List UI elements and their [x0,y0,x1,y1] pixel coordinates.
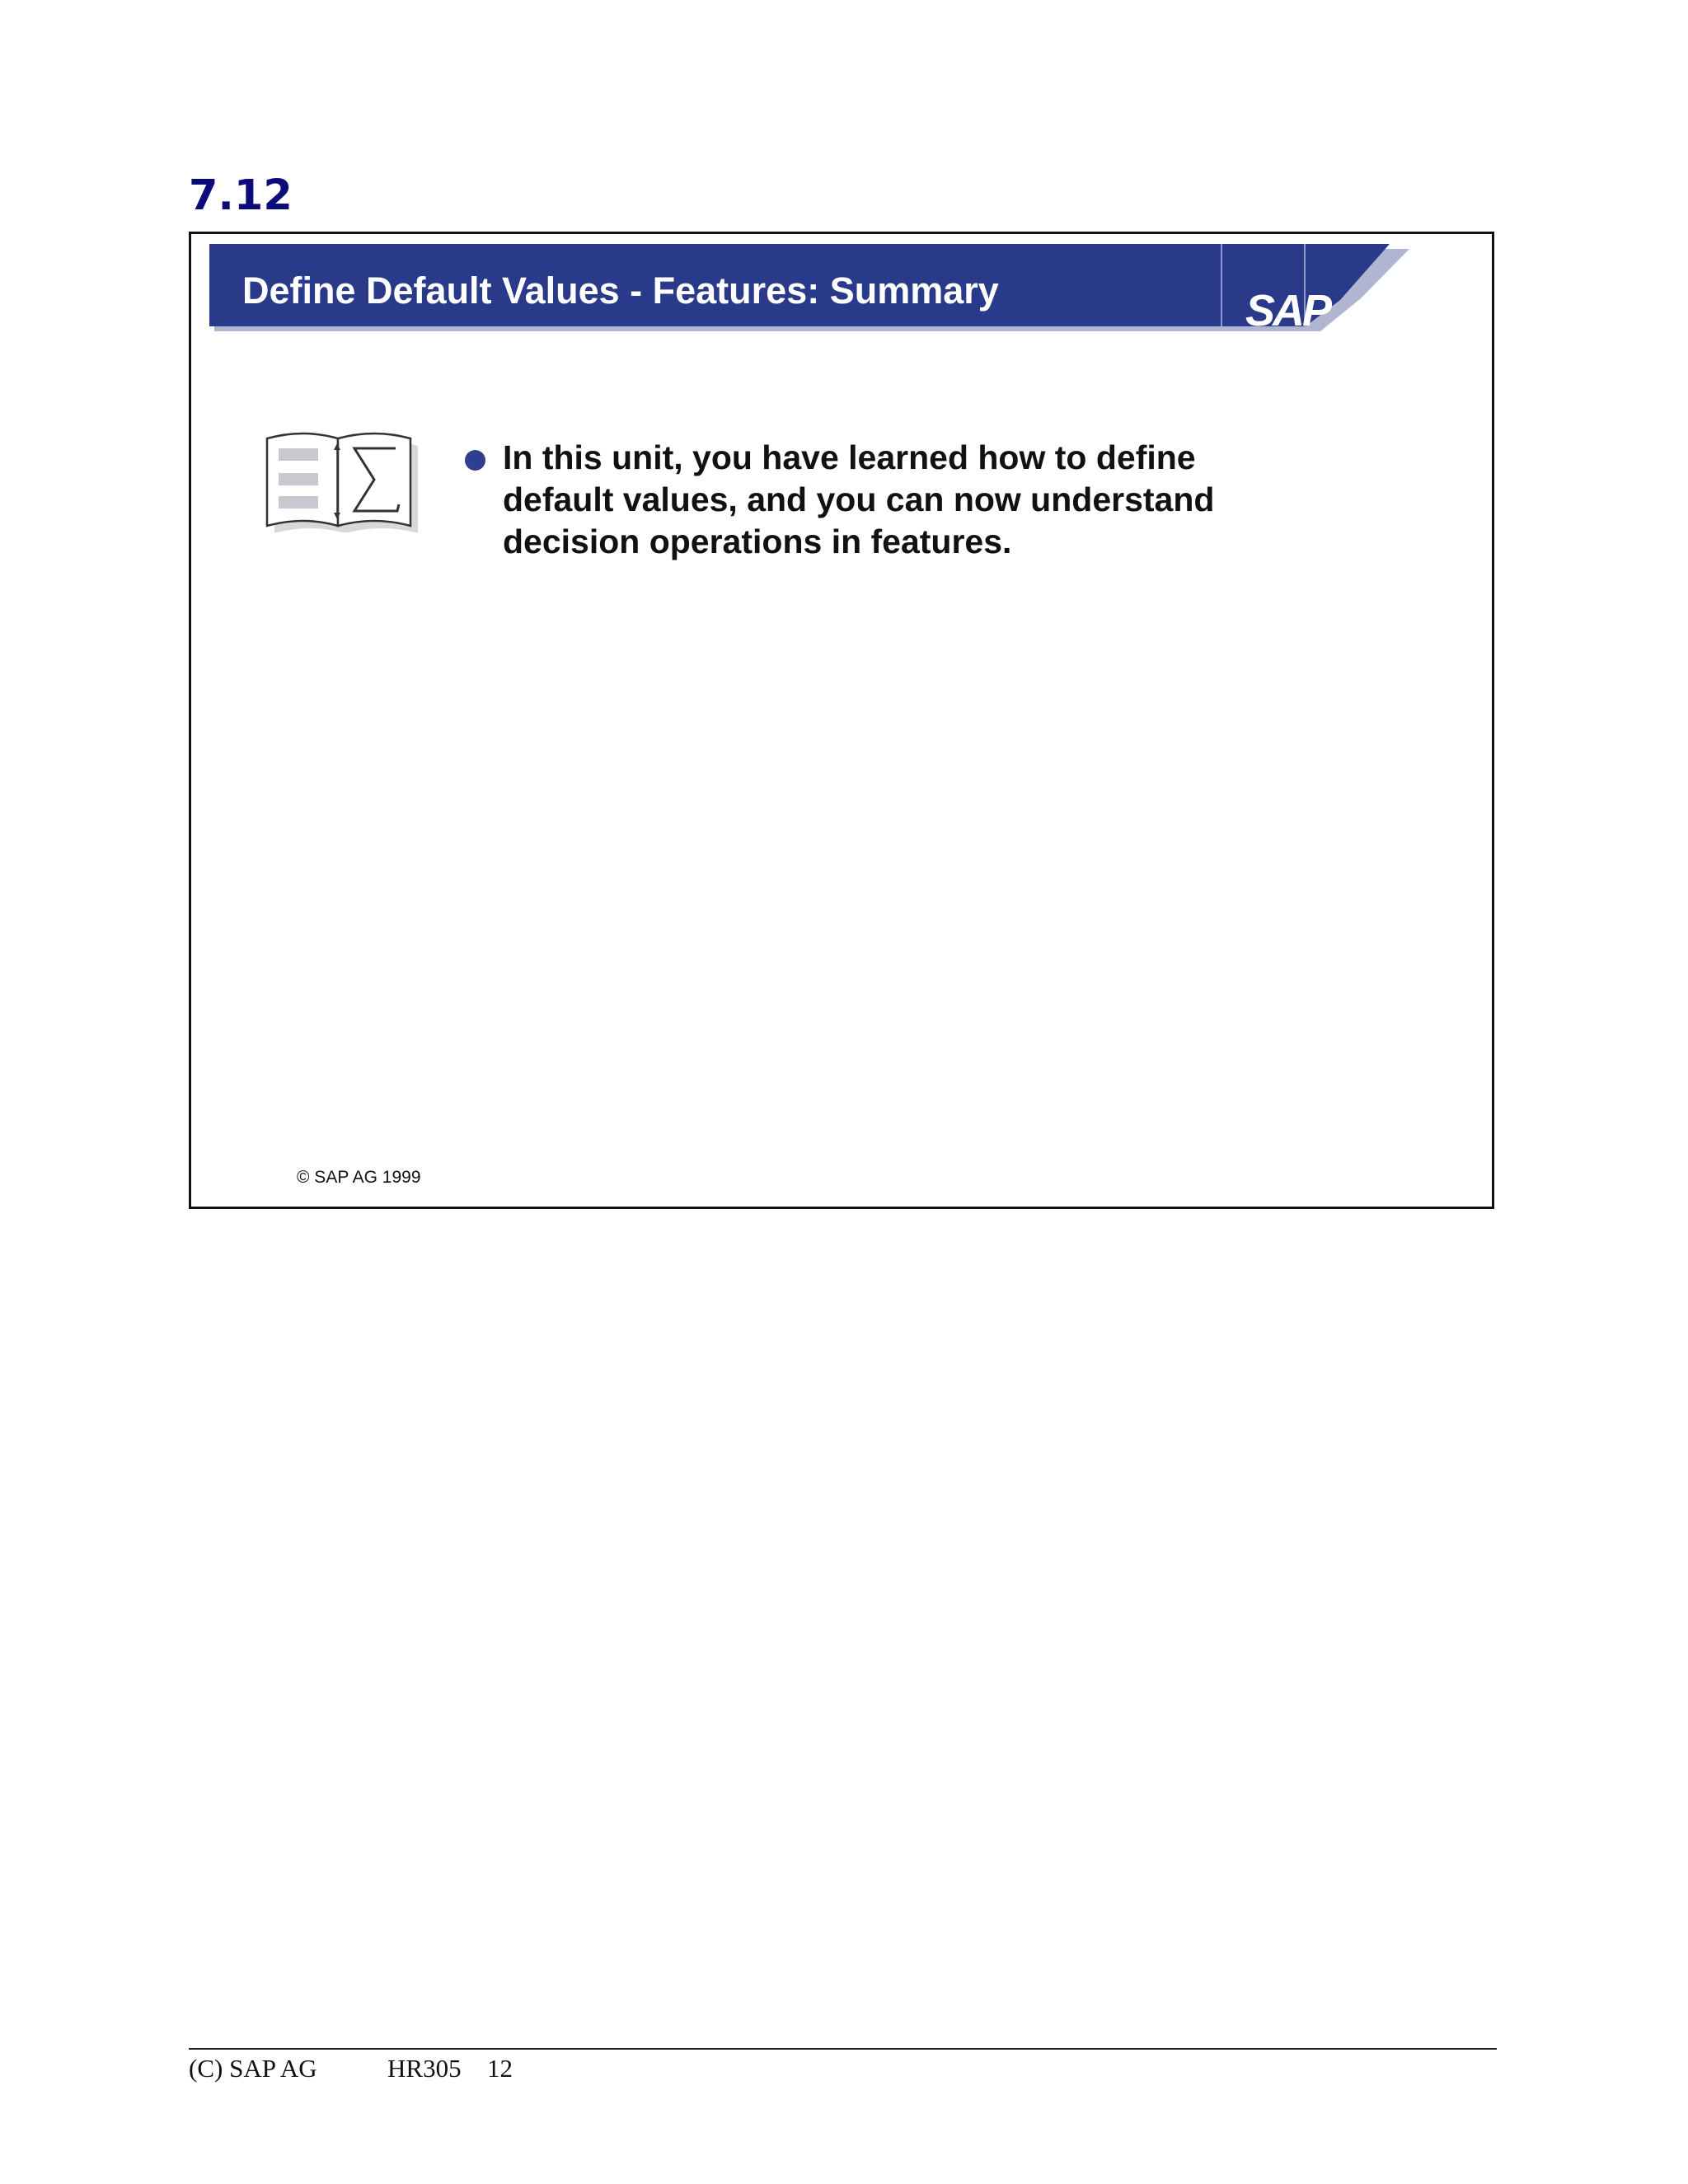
footer-company: (C) SAP AG [189,2054,317,2083]
bullet-list [465,437,1355,563]
footer-divider [189,2048,1497,2050]
slide-title: Define Default Values - Features: Summary [242,269,999,312]
footer-page-number: 12 [487,2054,513,2083]
list-item [465,437,1355,563]
section-number: 7.12 [189,171,293,220]
slide-header-banner [209,244,1413,333]
slide-frame [189,232,1494,1209]
footer-course-code: HR305 [387,2054,462,2083]
sap-logo-icon: SAP [1245,286,1330,335]
open-book-sigma-icon [264,430,420,532]
bullet-dot [465,450,485,471]
bullet-text: In this unit, you have learned how to define default values, and you can now understand decision operations in features. [503,438,1215,560]
slide-copyright: © SAP AG 1999 [297,1168,421,1187]
page-footer [189,2054,513,2083]
